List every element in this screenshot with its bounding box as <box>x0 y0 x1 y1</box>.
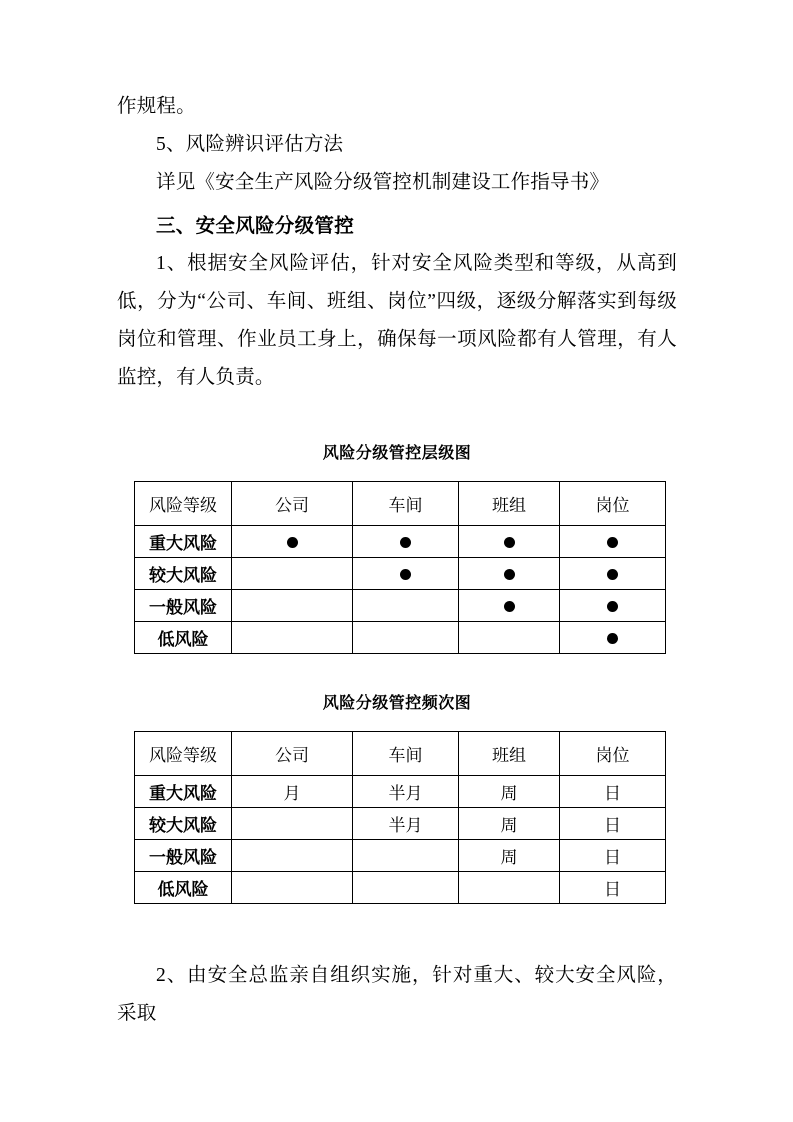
table-header-cell: 班组 <box>459 732 560 776</box>
frequency-cell <box>459 872 560 904</box>
filled-dot-icon <box>400 537 411 548</box>
top-paragraph-block <box>117 88 677 202</box>
filled-dot-icon <box>607 569 618 580</box>
mark-cell <box>560 526 666 558</box>
table-level-caption: 风险分级管控层级图 <box>322 445 472 462</box>
paragraph-reference: 详见《安全生产风险分级管控机制建设工作指导书》 <box>156 172 610 193</box>
table-header-cell: 公司 <box>232 482 353 526</box>
table-header-cell: 车间 <box>353 732 459 776</box>
mark-cell-empty <box>232 590 353 622</box>
risk-level-label: 一般风险 <box>135 840 232 872</box>
risk-level-label: 重大风险 <box>135 776 232 808</box>
mark-cell-empty <box>459 622 560 654</box>
table-level-caption-block <box>117 440 677 463</box>
filled-dot-icon <box>607 601 618 612</box>
frequency-cell <box>232 840 353 872</box>
frequency-cell: 周 <box>459 776 560 808</box>
section-heading-block <box>117 207 677 245</box>
filled-dot-icon <box>504 601 515 612</box>
filled-dot-icon <box>504 569 515 580</box>
filled-dot-icon <box>607 537 618 548</box>
filled-dot-icon <box>400 569 411 580</box>
table-header-cell: 风险等级 <box>135 482 232 526</box>
mark-cell-empty <box>232 622 353 654</box>
table-row <box>135 590 666 622</box>
paragraph-continuation: 作规程。 <box>117 96 196 117</box>
paragraph-item-5: 5、风险辨识评估方法 <box>156 134 344 155</box>
frequency-cell: 日 <box>560 808 666 840</box>
frequency-cell: 半月 <box>353 808 459 840</box>
paragraph-item-2: 2、由安全总监亲自组织实施，针对重大、较大安全风险，采取 <box>117 965 677 1024</box>
filled-dot-icon <box>504 537 515 548</box>
frequency-cell: 日 <box>560 776 666 808</box>
risk-frequency-table <box>134 731 666 904</box>
mark-cell <box>459 558 560 590</box>
risk-level-table <box>134 481 666 654</box>
table-row <box>135 808 666 840</box>
table-header-row <box>135 482 666 526</box>
risk-level-label: 重大风险 <box>135 526 232 558</box>
risk-level-label: 一般风险 <box>135 590 232 622</box>
table-row <box>135 872 666 904</box>
mark-cell <box>459 526 560 558</box>
risk-level-label: 低风险 <box>135 622 232 654</box>
risk-level-label: 低风险 <box>135 872 232 904</box>
section-heading: 三、安全风险分级管控 <box>156 215 355 237</box>
table-header-cell: 风险等级 <box>135 732 232 776</box>
mark-cell <box>232 526 353 558</box>
frequency-cell <box>232 872 353 904</box>
table-header-cell: 班组 <box>459 482 560 526</box>
table-header-cell: 岗位 <box>560 732 666 776</box>
table-header-cell: 岗位 <box>560 482 666 526</box>
mark-cell-empty <box>232 558 353 590</box>
table-row <box>135 622 666 654</box>
mark-cell <box>560 622 666 654</box>
mark-cell <box>560 558 666 590</box>
frequency-cell: 周 <box>459 840 560 872</box>
table-frequency-caption-block <box>117 690 677 713</box>
table-row <box>135 558 666 590</box>
frequency-cell: 月 <box>232 776 353 808</box>
table-header-row <box>135 732 666 776</box>
frequency-cell: 日 <box>560 872 666 904</box>
paragraph-item-1: 1、根据安全风险评估，针对安全风险类型和等级，从高到低，分为“公司、车间、班组、岗位”四级，逐级分解落实到每级岗位和管理、作业员工身上，确保每一项风险都有人管理，有人监控，有人负责。 <box>117 253 677 388</box>
frequency-cell <box>353 872 459 904</box>
mark-cell-empty <box>353 590 459 622</box>
table-frequency-caption: 风险分级管控频次图 <box>322 695 472 712</box>
filled-dot-icon <box>287 537 298 548</box>
mark-cell-empty <box>353 622 459 654</box>
bottom-paragraph-block <box>117 957 677 1033</box>
frequency-cell: 周 <box>459 808 560 840</box>
frequency-cell <box>232 808 353 840</box>
mark-cell <box>560 590 666 622</box>
table-row <box>135 840 666 872</box>
filled-dot-icon <box>607 633 618 644</box>
mark-cell <box>353 558 459 590</box>
mark-cell <box>459 590 560 622</box>
body-paragraph-block <box>117 245 677 397</box>
frequency-cell: 日 <box>560 840 666 872</box>
frequency-cell <box>353 840 459 872</box>
mark-cell <box>353 526 459 558</box>
risk-level-label: 较大风险 <box>135 558 232 590</box>
table-header-cell: 车间 <box>353 482 459 526</box>
frequency-cell: 半月 <box>353 776 459 808</box>
risk-level-label: 较大风险 <box>135 808 232 840</box>
table-row <box>135 526 666 558</box>
table-row <box>135 776 666 808</box>
table-header-cell: 公司 <box>232 732 353 776</box>
